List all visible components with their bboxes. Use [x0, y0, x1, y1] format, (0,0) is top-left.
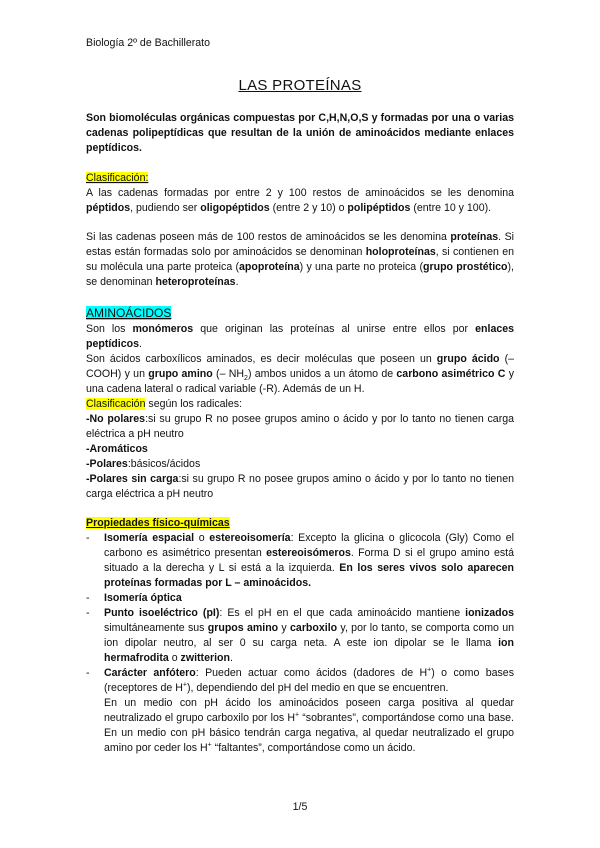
propiedades-heading: Propiedades físico-químicas — [86, 517, 230, 529]
aminoacidos-clasificacion: Clasificación según los radicales: — [86, 398, 243, 410]
radical-item: -Aromáticos — [86, 443, 148, 455]
list-item: - Carácter anfótero: Pueden actuar como ácidos (dadores de H+) o como bases (receptores de H+), dependiendo del pH del medio en que se encuentren. En un medio con pH ácido los aminoácidos poseen carga positiva al quedar neutralizado el grupo carboxilo por los H+ “sobrantes”, comportándose como una base. En un medio con pH básico tendrán carga negativa, al quedar neutralizado el grupo amino por ceder los H+ “faltantes”, comportándose como un ácido. — [86, 666, 514, 754]
list-item: - Isomería espacial o estereoisomería: Excepto la glicina o glicocola (Gly) Como el carbono es asimétrico presentan estereoisómeros. Forma D si el grupo amino está situado a la derecha y L si está a la izquierda. En los seres vivos solo aparecen proteínas formadas por L – aminoácidos. — [86, 532, 515, 589]
radical-item: -No polares:si su grupo R no posee grupos amino o ácido y por lo tanto no tienen carga eléctrica a pH neutro — [86, 413, 515, 440]
propiedades-section — [86, 516, 514, 756]
clasificacion-paragraph-1: A las cadenas formadas por entre 2 y 100 restos de aminoácidos se les denomina péptidos, pudiendo ser oligopéptidos (entre 2 y 10) o polipéptidos (entre 10 y 100). — [86, 187, 514, 214]
clasificacion-section — [86, 171, 514, 290]
radical-item: -Polares sin carga:si su grupo R no posee grupos amino o ácido y por lo tanto no tienen carga eléctrica a pH neutro — [86, 473, 514, 500]
clasificacion-paragraph-2: Si las cadenas poseen más de 100 restos de aminoácidos se les denomina proteínas. Si estas están formadas solo por aminoácidos se denominan holoproteínas, si contienen en su molécula una parte proteica (apoproteína) y una parte no proteica (grupo prostético), se denominan heteroproteínas. — [86, 231, 514, 288]
aminoacidos-section — [86, 306, 514, 502]
page-header: Biología 2º de Bachillerato — [86, 37, 211, 49]
page-title: LAS PROTEÍNAS — [238, 77, 362, 94]
aminoacidos-line-1: Son los monómeros que originan las proteínas al unirse entre ellos por enlaces peptídicos. — [86, 323, 515, 350]
propiedades-list — [86, 531, 514, 756]
aminoacidos-line-2: Son ácidos carboxílicos aminados, es decir moléculas que poseen un grupo ácido (– COOH) y un grupo amino (– $NH_2$) ambos unidos a un átomo de carbono asimétrico C y una cadena lateral o radical variable (-R). Además de un H. — [86, 353, 515, 395]
intro-paragraph: Son biomoléculas orgánicas compuestas por C,H,N,O,S y formadas por una o varias cadenas polipeptídicas que resultan de la unión de aminoácidos mediante enlaces peptídicos. — [86, 112, 514, 154]
page-number: 1/5 — [292, 801, 308, 813]
aminoacidos-heading: AMINOÁCIDOS — [86, 306, 172, 320]
clasificacion-heading: Clasificación: — [86, 172, 149, 184]
radical-item: -Polares:básicos/ácidos — [86, 458, 201, 470]
list-item: - Punto isoeléctrico (pI): Es el pH en el que cada aminoácido mantiene ionizados simultáneamente sus grupos amino y carboxilo y, por lo tanto, se comporta como un ion dipolar neutro, al ser 0 su carga neta. A este ion dipolar se le llama ion hermafrodita o zwitterion. — [86, 607, 515, 664]
list-item: - Isomería óptica — [86, 592, 182, 604]
